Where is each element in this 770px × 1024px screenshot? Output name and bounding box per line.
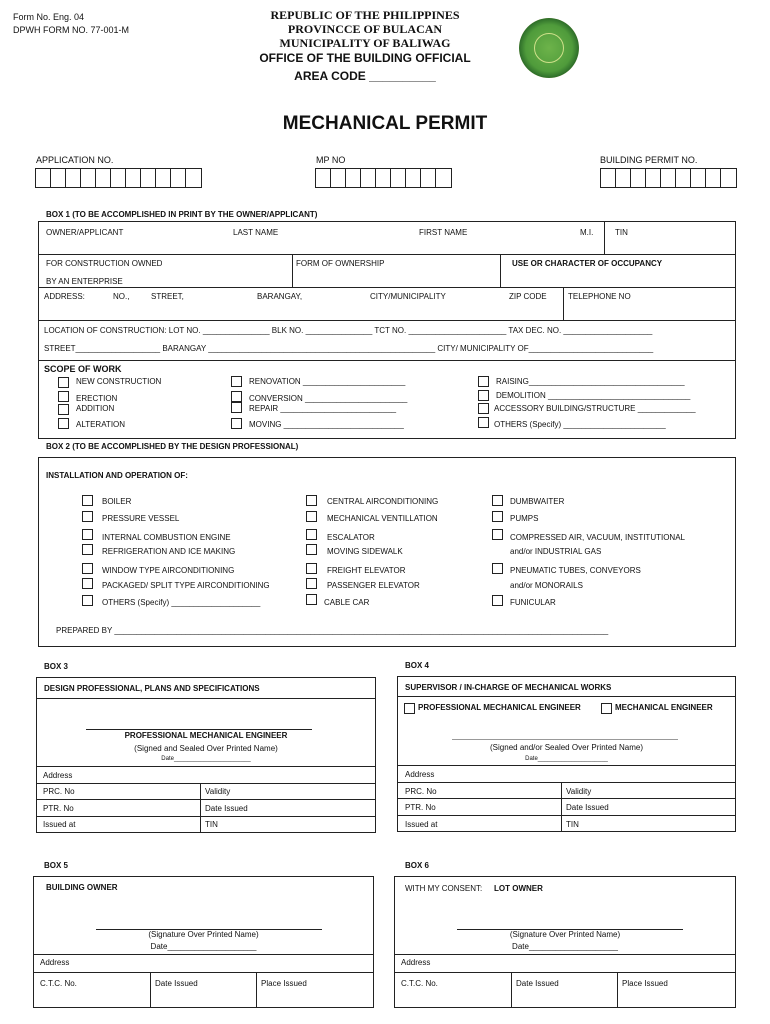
demolition-checkbox[interactable] [478,390,489,401]
box3-validity-label: Validity [205,787,231,796]
installation-label: WINDOW TYPE AIRCONDITIONING [102,566,235,575]
installation-label: PRESSURE VESSEL [102,514,180,523]
building-permit-no-label: BUILDING PERMIT NO. [600,155,698,165]
box5-address-label: Address [40,958,70,967]
installation-label: REFRIGERATION AND ICE MAKING [102,547,236,556]
conversion-checkbox[interactable] [231,391,242,402]
installation-label: INTERNAL COMBUSTION ENGINE [102,533,231,542]
installation-label: DUMBWAITER [510,497,565,506]
freight-elevator-checkbox[interactable] [306,563,317,574]
box4-prc-label: PRC. No [405,787,437,796]
box3-tin-label: TIN [205,820,218,829]
prepared-by-line[interactable]: PREPARED BY _______________________________________________________________________________________________________________ [56,626,609,635]
by-enterprise-label: BY AN ENTERPRISE [46,277,123,286]
municipal-seal-icon [519,18,579,78]
others-specify-checkbox[interactable] [82,595,93,606]
address-street-label: STREET, [151,292,184,301]
box4-tin-label: TIN [566,820,579,829]
box5-date-issued-label: Date Issued [155,979,198,988]
box3-issued-at-label: Issued at [43,820,76,829]
signed-sealed-label: (Signed and Sealed Over Printed Name) [134,744,278,753]
scope-label: ACCESSORY BUILDING/STRUCTURE _____________ [494,404,696,413]
pressure-vessel-checkbox[interactable] [82,511,93,522]
mp-no-label: MP NO [316,155,346,165]
page-title: MECHANICAL PERMIT [282,113,488,134]
scope-label: NEW CONSTRUCTION [76,377,162,386]
passenger-elevator-checkbox[interactable] [306,578,317,589]
installation-label: OTHERS (Specify) ____________________ [102,598,261,607]
building-owner-label: BUILDING OWNER [46,883,118,892]
central-aircon-checkbox[interactable] [306,495,317,506]
address-label: ADDRESS: [44,292,85,301]
application-no-field[interactable] [35,168,202,188]
box4-option-label: MECHANICAL ENGINEER [615,703,713,712]
box5-date-line[interactable]: Date____________________ [150,942,257,951]
box4-subheading: SUPERVISOR / IN-CHARGE OF MECHANICAL WORKS [405,683,612,692]
office-heading: OFFICE OF THE BUILDING OFFICIAL [259,51,471,65]
box3-date-issued-label: Date Issued [205,804,248,813]
refrigeration-checkbox[interactable] [82,544,93,555]
dumbwaiter-checkbox[interactable] [492,495,503,506]
compressed-air-checkbox[interactable] [492,529,503,540]
accessory-building-checkbox[interactable] [478,403,489,414]
box2-heading: BOX 2 (TO BE ACCOMPLISHED BY THE DESIGN PROFESSIONAL) [46,442,299,451]
raising-checkbox[interactable] [478,376,489,387]
new-construction-checkbox[interactable] [58,377,69,388]
escalator-checkbox[interactable] [306,529,317,540]
building-permit-no-field[interactable] [600,168,737,188]
installation-label: PASSENGER ELEVATOR [327,581,420,590]
installation-label: COMPRESSED AIR, VACUUM, INSTITUTIONAL [510,533,685,542]
box6-heading: BOX 6 [405,861,430,870]
packaged-aircon-checkbox[interactable] [82,578,93,589]
address-barangay-label: BARANGAY, [257,292,303,301]
box3-ptr-label: PTR. No [43,804,74,813]
form-of-ownership-label: FORM OF OWNERSHIP [296,259,385,268]
addition-checkbox[interactable] [58,404,69,415]
use-character-label: USE OR CHARACTER OF OCCUPANCY [512,259,663,268]
box6-ctc-label: C.T.C. No. [401,979,438,988]
box5-heading: BOX 5 [44,861,69,870]
last-name-label: LAST NAME [233,228,279,237]
box4-signed-label: (Signed and/or Sealed Over Printed Name) [490,743,643,752]
scope-label: REPAIR __________________________ [249,404,397,413]
scope-label: OTHERS (Specify) _______________________ [494,420,666,429]
moving-checkbox[interactable] [231,418,242,429]
scope-label: ALTERATION [76,420,126,429]
internal-combustion-checkbox[interactable] [82,529,93,540]
box6-address-label: Address [401,958,431,967]
mp-no-field[interactable] [315,168,452,188]
installation-label: BOILER [102,497,132,506]
installation-label: PUMPS [510,514,539,523]
renovation-checkbox[interactable] [231,376,242,387]
province-heading: PROVINCCE OF BULACAN [287,22,443,36]
installation-label: MOVING SIDEWALK [327,547,403,556]
installation-label: and/or MONORAILS [510,581,583,590]
alteration-checkbox[interactable] [58,418,69,429]
box5-signature-label: (Signature Over Printed Name) [148,930,259,939]
form-number: Form No. Eng. 04 [13,12,85,22]
location-of-construction-line[interactable]: LOCATION OF CONSTRUCTION: LOT NO. _______________ BLK NO. _______________ TCT NO. ______________________ TAX DEC. NO. ____________________ [44,326,653,335]
first-name-label: FIRST NAME [419,228,468,237]
telephone-label: TELEPHONE NO [568,292,631,301]
tin-label: TIN [615,228,628,237]
installation-label: ESCALATOR [327,533,375,542]
pumps-checkbox[interactable] [492,511,503,522]
boiler-checkbox[interactable] [82,495,93,506]
box4-issued-at-label: Issued at [405,820,438,829]
address-city-label: CITY/MUNICIPALITY [370,292,446,301]
funicular-checkbox[interactable] [492,595,503,606]
pneumatic-tubes-checkbox[interactable] [492,563,503,574]
installation-label: FREIGHT ELEVATOR [327,566,406,575]
box4-ptr-label: PTR. No [405,803,436,812]
construction-owned-label: FOR CONSTRUCTION OWNED [46,259,163,268]
scope-label: MOVING ___________________________ [249,420,404,429]
professional-mechanical-engineer-checkbox[interactable] [404,703,415,714]
scope-label: ADDITION [76,404,115,413]
installation-label: CENTRAL AIRCONDITIONING [327,497,439,506]
mechanical-engineer-checkbox[interactable] [601,703,612,714]
box3-heading: BOX 3 [44,662,69,671]
others-checkbox[interactable] [478,417,489,428]
installation-label: and/or INDUSTRIAL GAS [510,547,602,556]
box6-date-issued-label: Date Issued [516,979,559,988]
box1-heading: BOX 1 (TO BE ACCOMPLISHED IN PRINT BY THE OWNER/APPLICANT) [46,210,318,219]
box6-place-issued-label: Place Issued [622,979,668,988]
box4-address-label: Address [405,770,435,779]
scope-label: DEMOLITION ________________________________ [496,391,691,400]
repair-checkbox[interactable] [231,402,242,413]
dpwh-form-number: DPWH FORM NO. 77-001-M [13,25,130,35]
scope-of-work-title: SCOPE OF WORK [44,364,122,374]
republic-heading: REPUBLIC OF THE PHILIPPINES [270,8,460,22]
box4-heading: BOX 4 [405,661,430,670]
lot-owner-label: LOT OWNER [494,884,543,893]
municipality-heading: MUNICIPALITY OF BALIWAG [279,36,451,50]
zip-code-label: ZIP CODE [509,292,547,301]
box4-date-issued-label: Date Issued [566,803,609,812]
scope-label: RENOVATION _______________________ [249,377,406,386]
installation-label: PNEUMATIC TUBES, CONVEYORS [510,566,641,575]
box3-prc-label: PRC. No [43,787,75,796]
installation-label: MECHANICAL VENTILLATION [327,514,438,523]
box3-subheading: DESIGN PROFESSIONAL, PLANS AND SPECIFICATIONS [44,684,260,693]
street-barangay-line[interactable]: STREET___________________ BARANGAY ___________________________________________________ CITY/ MUNICIPALITY OF____________________________ [44,344,654,353]
box3-address-label: Address [43,771,73,780]
scope-label: CONVERSION _______________________ [249,394,408,403]
box3-date-line[interactable]: Date_______________________ [161,756,251,762]
scope-label: ERECTION [76,394,118,403]
with-my-consent-label: WITH MY CONSENT: [405,884,483,893]
scope-label: RAISING___________________________________ [496,377,685,386]
installation-label: FUNICULAR [510,598,556,607]
box6-signature-label: (Signature Over Printed Name) [509,930,621,939]
box4-validity-label: Validity [566,787,592,796]
area-code: AREA CODE __________ [294,69,436,83]
box4-date-line[interactable]: Date_____________________ [525,756,608,762]
window-aircon-checkbox[interactable] [82,563,93,574]
owner-applicant-label: OWNER/APPLICANT [46,228,124,237]
installation-label: PACKAGED/ SPLIT TYPE AIRCONDITIONING [102,581,270,590]
professional-mechanical-engineer-label: PROFESSIONAL MECHANICAL ENGINEER [124,731,288,740]
application-no-label: APPLICATION NO. [36,155,114,165]
box5-ctc-label: C.T.C. No. [40,979,77,988]
cable-car-checkbox[interactable] [306,594,317,605]
box5-place-issued-label: Place Issued [261,979,307,988]
installation-label: CABLE CAR [324,598,370,607]
mechanical-ventilation-checkbox[interactable] [306,511,317,522]
box4-option-label: PROFESSIONAL MECHANICAL ENGINEER [418,703,581,712]
mi-label: M.I. [580,228,594,237]
installation-heading: INSTALLATION AND OPERATION OF: [46,471,188,480]
moving-sidewalk-checkbox[interactable] [306,544,317,555]
box6-date-line[interactable]: Date____________________ [512,942,618,951]
address-no-label: NO., [113,292,130,301]
erection-checkbox[interactable] [58,391,69,402]
